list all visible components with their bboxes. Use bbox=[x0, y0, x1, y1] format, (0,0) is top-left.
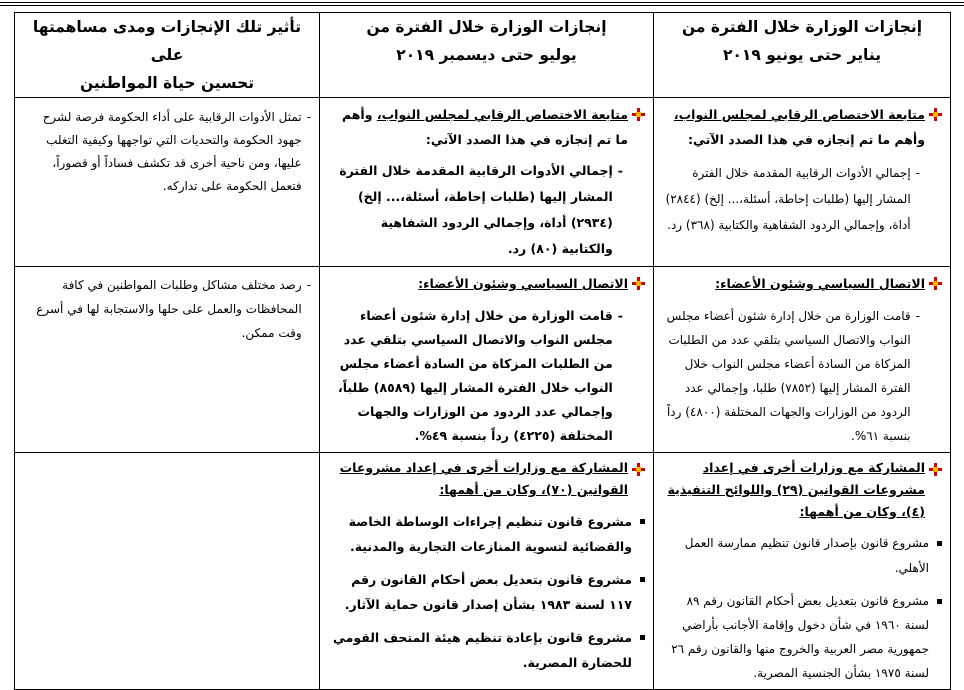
list-item: - قامت الوزارة من خلال إدارة شئون أعضاء مجلس النواب والاتصال السياسي بتلقي عدد من الطلبات المزكاة من السادة أعضاء مجلس النواب خلال الفترة المشار إليها (٨٥٨٩) طلباً، وإجمالي عدد الردود من الوزارات والجهات المختلفة (٤٢٢٥) رداً بنسبة ٤٩%. bbox=[337, 308, 623, 443]
bullet-list bbox=[328, 509, 645, 675]
list-item: مشروع قانون تنظيم إجراءات الوساطة الخاصة والقضائية لتسوية المنازعات التجارية والمدنية. bbox=[328, 509, 645, 559]
cell-legislation-jan-jun bbox=[654, 453, 951, 690]
section-heading: المشاركة مع وزارات أخرى في إعداد مشروعات القوانين (٧٠)، وكان من أهمها: bbox=[328, 457, 645, 501]
list-item: - إجمالي الأدوات الرقابية المقدمة خلال الفترة المشار إليها (طلبات إحاطة، أسئلة،... إلخ) (٢٨٤٤) أداة، وإجمالي الردود الشفاهية والكتابية (٣٦٨) رد. bbox=[665, 166, 920, 232]
section-heading: الاتصال السياسي وشئون الأعضاء: bbox=[662, 271, 942, 296]
header-jul-dec: إنجازات الوزارة خلال الفترة من يوليو حتى ديسمبر ٢٠١٩ bbox=[320, 13, 654, 98]
cell-legislation-impact bbox=[15, 453, 320, 690]
flag-icon bbox=[632, 108, 645, 121]
cell-oversight-jul-dec bbox=[320, 98, 654, 267]
cell-oversight-jan-jun bbox=[654, 98, 951, 267]
section-heading: متابعة الاختصاص الرقابي لمجلس النواب، وأهم ما تم إنجازه في هذا الصدد الآتي: bbox=[662, 102, 942, 152]
row-political-contact bbox=[15, 267, 951, 453]
list-item: مشروع قانون بتعديل بعض أحكام القانون رقم ٨٩ لسنة ١٩٦٠ في شأن دخول وإقامة الأجانب بأراضي جمهورية مصر العربية والخروج منها والقانون رقم ٢٦ لسنة ١٩٧٥ بشأن الجنسية المصرية. bbox=[662, 589, 942, 685]
flag-icon bbox=[632, 277, 645, 290]
row-oversight bbox=[15, 98, 951, 267]
bullet-list bbox=[662, 531, 942, 685]
list-item: مشروع قانون بتعديل بعض أحكام القانون رقم ١١٧ لسنة ١٩٨٣ بشأن إصدار قانون حماية الآثار. bbox=[328, 567, 645, 617]
header-row bbox=[15, 13, 951, 98]
header-jan-jun: إنجازات الوزارة خلال الفترة من يناير حتى يونيو ٢٠١٩ bbox=[654, 13, 951, 98]
list-item: مشروع قانون بإعادة تنظيم هيئة المتحف القومي للحضارة المصرية. bbox=[328, 625, 645, 675]
header-impact: تأثير تلك الإنجازات ومدى مساهمتها على تحسين حياة المواطنين bbox=[15, 13, 320, 98]
cell-legislation-jul-dec bbox=[320, 453, 654, 690]
section-heading: الاتصال السياسي وشئون الأعضاء: bbox=[328, 271, 645, 296]
flag-icon bbox=[929, 463, 942, 476]
section-heading: متابعة الاختصاص الرقابي لمجلس النواب، وأهم ما تم إنجازه في هذا الصدد الآتي: bbox=[328, 102, 645, 152]
section-heading: المشاركة مع وزارات أخرى في إعداد مشروعات القوانين (٢٩) واللوائح التنفيذية (٤)، وكان من أهمها: bbox=[662, 457, 942, 523]
cell-political-impact bbox=[15, 267, 320, 453]
flag-icon bbox=[929, 277, 942, 290]
list-item: مشروع قانون بإصدار قانون تنظيم ممارسة العمل الأهلي. bbox=[662, 531, 942, 581]
row-legislation bbox=[15, 453, 951, 690]
list-item: - رصد مختلف مشاكل وطلبات المواطنين في كافة المحافظات والعمل على حلها والاستجابة لها في أسرع وقت ممكن. bbox=[36, 278, 311, 340]
cell-political-jul-dec bbox=[320, 267, 654, 453]
flag-icon bbox=[929, 108, 942, 121]
flag-icon bbox=[632, 463, 645, 476]
cell-political-jan-jun bbox=[654, 267, 951, 453]
list-item: - قامت الوزارة من خلال إدارة شئون أعضاء مجلس النواب والاتصال السياسي بتلقي عدد من الطلبات المزكاة من السادة أعضاء مجلس النواب خلال الفترة المشار إليها (٧٨٥٢) طلبا، وإجمالي عدد الردود من الوزارات والجهات المختلفة (٤٨٠٠) رداً بنسبة ٦١%. bbox=[666, 309, 920, 443]
cell-oversight-impact bbox=[15, 98, 320, 267]
achievements-table bbox=[14, 12, 951, 690]
top-border-line bbox=[0, 2, 964, 6]
list-item: - تمثل الأدوات الرقابية على أداء الحكومة فرصة لشرح جهود الحكومة والتحديات التي تواجهها وكيفية التغلب عليها، ومن ناحية أخرى قد تكشف فساداً أو قصوراً، فتعمل الحكومة على تداركه. bbox=[42, 110, 311, 193]
list-item: - إجمالي الأدوات الرقابية المقدمة خلال الفترة المشار إليها (طلبات إحاطة، أسئلة،... إلخ) (٢٩٣٤) أداة، وإجمالي الردود الشفاهية والكتابية (٨٠) رد. bbox=[339, 163, 623, 256]
